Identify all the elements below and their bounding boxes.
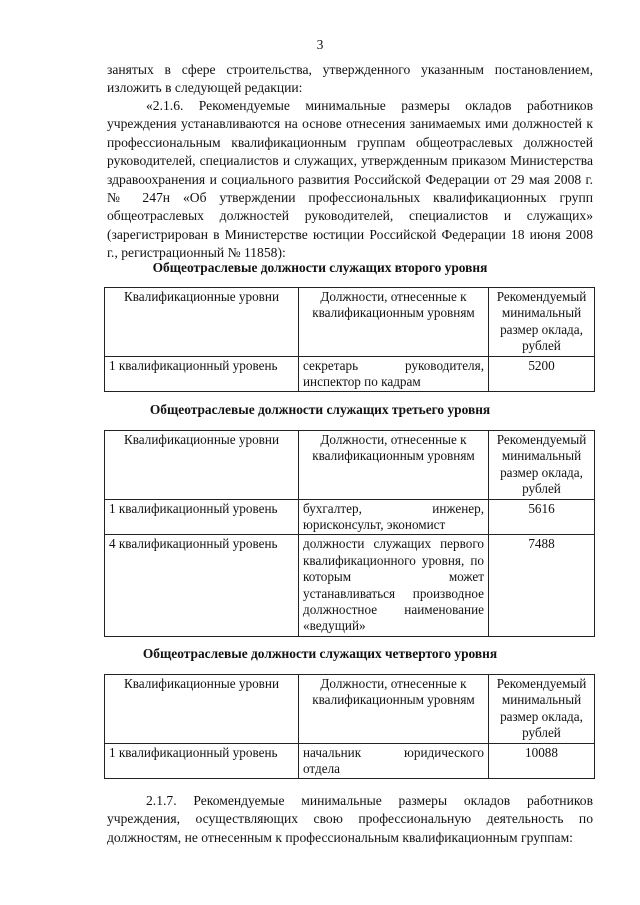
section-heading-second-level: Общеотраслевые должности служащих второго уровня — [152, 260, 488, 275]
cell-level: 1 квалификационный уровень — [105, 499, 299, 535]
header-min-salary: Рекомендуемый минимальный размер оклада, рублей — [489, 431, 595, 500]
header-positions: Должности, отнесенные к квалификационным уровням — [299, 675, 489, 744]
header-min-salary: Рекомендуемый минимальный размер оклада, рублей — [489, 675, 595, 744]
cell-level: 1 квалификационный уровень — [105, 356, 299, 392]
header-qualification-levels: Квалификационные уровни — [105, 675, 299, 744]
lead-paragraph: занятых в сфере строительства, утвержденного указанным постановлением, изложить в следующей редакции: — [107, 62, 593, 96]
table-row — [105, 535, 595, 636]
table-row — [105, 356, 595, 392]
header-min-salary: Рекомендуемый минимальный размер оклада, рублей — [489, 288, 595, 357]
section-heading-fourth-level: Общеотраслевые должности служащих четвертого уровня — [142, 646, 498, 661]
paragraph-2-1-6: «2.1.6. Рекомендуемые минимальные размеры окладов работников учреждения устанавливаются на основе отнесения занимаемых ими должностей к профессиональным квалификационным группам общеотраслевых должностей руководителей, специалистов и служащих, утвержденным приказом Министерства здравоохранения и социального развития Российской Федерации от 29 мая 2008 г. № 247н «Об утверждении профессиональных квалификационных групп общеотраслевых должностей руководителей, специалистов и служащих» (зарегистрирован в Министерстве юстиции Российской Федерации 18 июня 2008 г., регистрационный № 11858): — [107, 98, 593, 261]
paragraph-2-1-7: 2.1.7. Рекомендуемые минимальные размеры окладов работников учреждения, осуществляющих свою профессиональную деятельность по должностям, не отнесенным к профессиональным квалификационным группам: — [107, 793, 593, 845]
cell-positions: бухгалтер, инженер, юрисконсульт, экономист — [299, 499, 489, 535]
salary-table-third-level — [104, 430, 595, 637]
cell-level: 1 квалификационный уровень — [105, 743, 299, 779]
salary-table-fourth-level — [104, 674, 595, 779]
cell-salary: 7488 — [489, 535, 595, 636]
cell-positions: начальник юридического отдела — [299, 743, 489, 779]
table-header-row — [105, 675, 595, 744]
cell-positions: должности служащих первого квалификационного уровня, по которым может устанавливаться производное должностное наименование «ведущий» — [299, 535, 489, 636]
cell-level: 4 квалификационный уровень — [105, 535, 299, 636]
header-positions: Должности, отнесенные к квалификационным уровням — [299, 288, 489, 357]
section-heading-third-level: Общеотраслевые должности служащих третьего уровня — [149, 402, 491, 417]
cell-salary: 5616 — [489, 499, 595, 535]
salary-table-second-level — [104, 287, 595, 392]
table-header-row — [105, 288, 595, 357]
cell-salary: 10088 — [489, 743, 595, 779]
header-qualification-levels: Квалификационные уровни — [105, 288, 299, 357]
cell-positions: секретарь руководителя, инспектор по кадрам — [299, 356, 489, 392]
header-qualification-levels: Квалификационные уровни — [105, 431, 299, 500]
table-row — [105, 499, 595, 535]
page-number: 3 — [316, 37, 324, 52]
table-row — [105, 743, 595, 779]
cell-salary: 5200 — [489, 356, 595, 392]
header-positions: Должности, отнесенные к квалификационным уровням — [299, 431, 489, 500]
table-header-row — [105, 431, 595, 500]
